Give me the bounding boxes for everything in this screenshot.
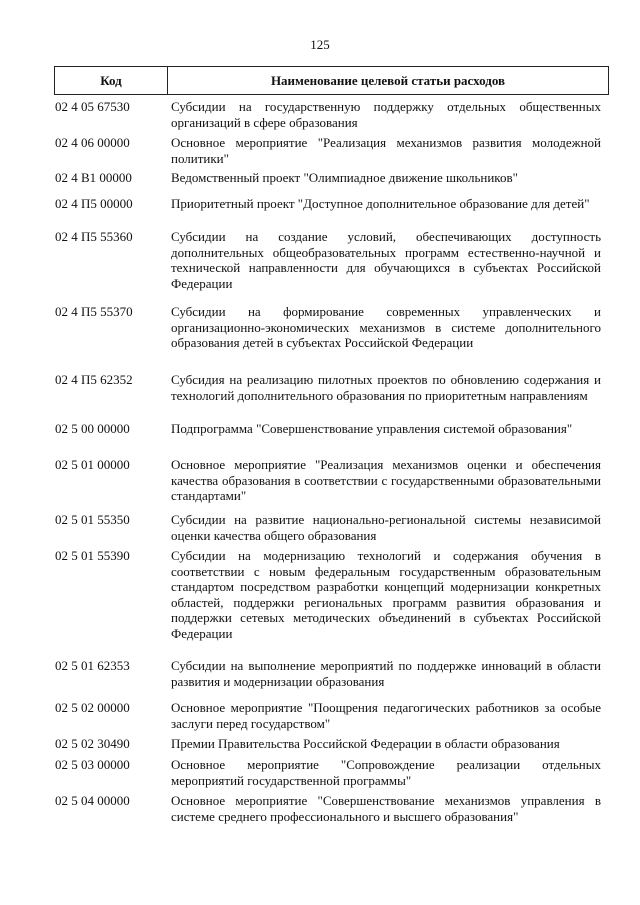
row-code: 02 5 02 30490 xyxy=(55,736,130,751)
row-code: 02 5 01 62353 xyxy=(55,658,130,673)
row-name: Субсидии на модернизацию технологий и содержания обучения в соответствии с новым федеральным государственным образовательным стандартом посредством разработки концепций модернизации конкретных областей, поддержки региональных программ развития образования и поддержки сетевых методических объединений в субъектах Российской Федерации xyxy=(171,548,601,641)
table-row xyxy=(54,304,609,351)
row-name: Основное мероприятие "Сопровождение реализации отдельных мероприятий государственной программы" xyxy=(171,757,601,788)
row-name: Премии Правительства Российской Федерации в области образования xyxy=(171,736,560,751)
row-code: 02 4 П5 00000 xyxy=(55,196,133,211)
row-name: Подпрограмма "Совершенствование управления системой образования" xyxy=(171,421,573,436)
row-name: Основное мероприятие "Поощрения педагогических работников за особые заслуги перед государством" xyxy=(171,700,601,731)
row-code: 02 4 П5 62352 xyxy=(55,372,133,387)
row-code: 02 4 В1 00000 xyxy=(55,170,132,185)
row-code: 02 4 06 00000 xyxy=(55,135,130,150)
table-row xyxy=(54,512,609,543)
table-row xyxy=(54,700,609,731)
table-row xyxy=(54,196,609,212)
table-row xyxy=(54,793,609,824)
row-code: 02 4 П5 55370 xyxy=(55,304,133,319)
row-code: 02 4 05 67530 xyxy=(55,99,130,114)
table-row xyxy=(54,658,609,689)
row-code: 02 5 04 00000 xyxy=(55,793,130,808)
row-name: Субсидии на выполнение мероприятий по поддержке инноваций в области развития и модернизации образования xyxy=(171,658,601,689)
row-name: Основное мероприятие "Совершенствование механизмов управления в системе среднего профессионального и высшего образования" xyxy=(171,793,601,824)
table-row xyxy=(54,421,609,437)
table-row xyxy=(54,757,609,788)
row-name: Субсидия на реализацию пилотных проектов по обновлению содержания и технологий дополнительного образования по приоритетным направлениям xyxy=(171,372,601,403)
row-code: 02 5 01 55350 xyxy=(55,512,130,527)
row-name: Основное мероприятие "Реализация механизмов развития молодежной политики" xyxy=(171,135,601,166)
header-code: Код xyxy=(55,67,168,94)
table-row xyxy=(54,548,609,641)
table-header xyxy=(54,66,609,95)
row-code: 02 5 01 55390 xyxy=(55,548,130,563)
header-name: Наименование целевой статьи расходов xyxy=(270,72,506,88)
row-name: Субсидии на развитие национально-региональной системы независимой оценки качества общего образования xyxy=(171,512,601,543)
row-code: 02 5 02 00000 xyxy=(55,700,130,715)
table-row xyxy=(54,372,609,403)
table-row xyxy=(54,99,609,130)
table-row xyxy=(54,135,609,166)
table-row xyxy=(54,229,609,291)
row-name: Субсидии на создание условий, обеспечивающих доступность дополнительных общеобразовательных программ естественно-научной и технической направленности для обучающихся в субъектах Российской Федерации xyxy=(171,229,601,291)
row-name: Ведомственный проект "Олимпиадное движение школьников" xyxy=(171,170,518,185)
row-name: Приоритетный проект "Доступное дополнительное образование для детей" xyxy=(171,196,590,211)
budget-code-table xyxy=(54,66,609,824)
row-name: Субсидии на государственную поддержку отдельных общественных организаций в сфере образования xyxy=(171,99,601,130)
row-name: Субсидии на формирование современных управленческих и организационно-экономических механизмов в системе дополнительного образования детей в субъектах Российской Федерации xyxy=(171,304,601,350)
table-row xyxy=(54,457,609,504)
table-row xyxy=(54,736,609,752)
row-name: Основное мероприятие "Реализация механизмов оценки и обеспечения качества образования в соответствии с государственными образовательными стандартами" xyxy=(171,457,601,503)
page-number: 125 xyxy=(310,37,330,52)
row-code: 02 5 03 00000 xyxy=(55,757,130,772)
row-code: 02 5 00 00000 xyxy=(55,421,130,436)
table-row xyxy=(54,170,609,186)
row-code: 02 4 П5 55360 xyxy=(55,229,133,244)
row-code: 02 5 01 00000 xyxy=(55,457,130,472)
